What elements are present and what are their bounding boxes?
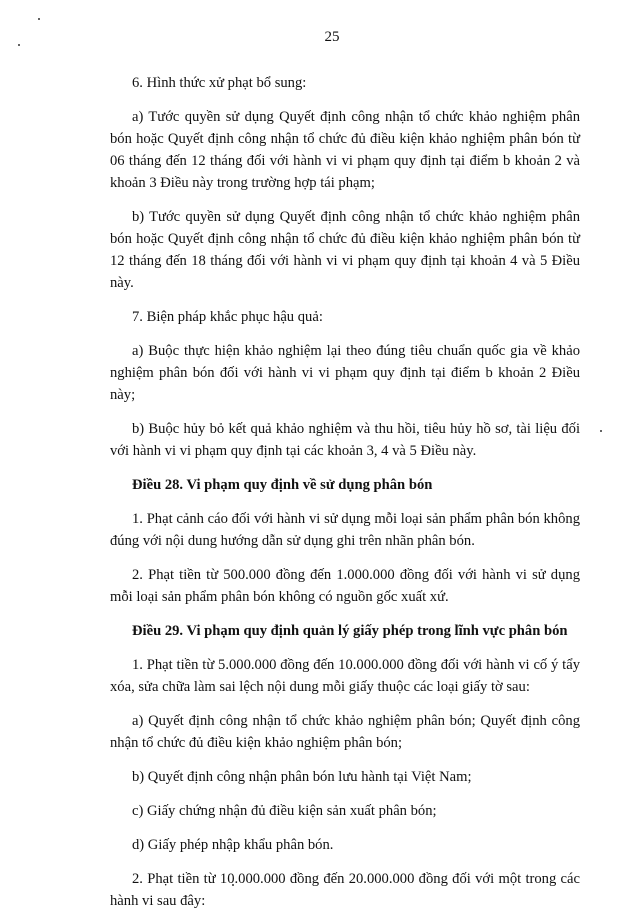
paragraph-6-header: 6. Hình thức xử phạt bổ sung: <box>132 75 307 91</box>
paragraph-6a: a) Tước quyền sử dụng Quyết định công nhận tổ chức khảo nghiệm phân bón hoặc Quyết định công nhận tổ chức đủ điều kiện khảo nghiệm phân bón từ 06 tháng đến 12 tháng đối với hành vi vi phạm quy định tại điểm b khoản 2 và khoản 3 Điều này trong trường hợp tái phạm; <box>110 109 580 191</box>
article-29-clause-1c: c) Giấy chứng nhận đủ điều kiện sản xuất phân bón; <box>132 803 437 819</box>
scan-speck <box>600 430 602 432</box>
paragraph-7a: a) Buộc thực hiện khảo nghiệm lại theo đúng tiêu chuẩn quốc gia về khảo nghiệm phân bón đối với hành vi vi phạm quy định tại điểm b khoản 2 Điều này; <box>110 343 580 403</box>
article-29-clause-1d: d) Giấy phép nhập khẩu phân bón. <box>132 837 334 853</box>
scan-speck <box>38 18 40 20</box>
article-28-clause-2: 2. Phạt tiền từ 500.000 đồng đến 1.000.000 đồng đối với hành vi sử dụng mỗi loại sản phẩm phân bón không có nguồn gốc xuất xứ. <box>110 567 580 605</box>
article-29-clause-1b: b) Quyết định công nhận phân bón lưu hành tại Việt Nam; <box>132 769 472 785</box>
article-29-clause-1: 1. Phạt tiền từ 5.000.000 đồng đến 10.000.000 đồng đối với hành vi cố ý tẩy xóa, sửa chữa làm sai lệch nội dung mỗi giấy thuộc các loại giấy tờ sau: <box>110 657 580 695</box>
paragraph-7b: b) Buộc hủy bỏ kết quả khảo nghiệm và thu hồi, tiêu hủy hồ sơ, tài liệu đối với hành vi vi phạm quy định tại các khoản 3, 4 và 5 Điều này. <box>110 421 580 459</box>
article-29-heading: Điều 29. Vi phạm quy định quản lý giấy phép trong lĩnh vực phân bón <box>132 623 568 639</box>
document-body <box>110 72 580 912</box>
article-29-clause-2: 2. Phạt tiền từ 10.000.000 đồng đến 20.000.000 đồng đối với một trong các hành vi sau đây: <box>110 871 580 909</box>
page-number: 25 <box>324 29 340 45</box>
article-28-heading: Điều 28. Vi phạm quy định về sử dụng phân bón <box>132 477 433 493</box>
paragraph-7-header: 7. Biện pháp khắc phục hậu quả: <box>132 309 323 325</box>
paragraph-6b: b) Tước quyền sử dụng Quyết định công nhận tổ chức khảo nghiệm phân bón hoặc Quyết định công nhận tổ chức đủ điều kiện khảo nghiệm phân bón từ 12 tháng đến 18 tháng đối với hành vi vi phạm quy định tại khoản 4 và 5 Điều này. <box>110 209 580 291</box>
article-29-clause-1a: a) Quyết định công nhận tổ chức khảo nghiệm phân bón; Quyết định công nhận tổ chức đủ điều kiện khảo nghiệm phân bón; <box>110 713 580 751</box>
article-28-clause-1: 1. Phạt cảnh cáo đối với hành vi sử dụng mỗi loại sản phẩm phân bón không đúng với nội dung hướng dẫn sử dụng ghi trên nhãn phân bón. <box>110 511 580 549</box>
